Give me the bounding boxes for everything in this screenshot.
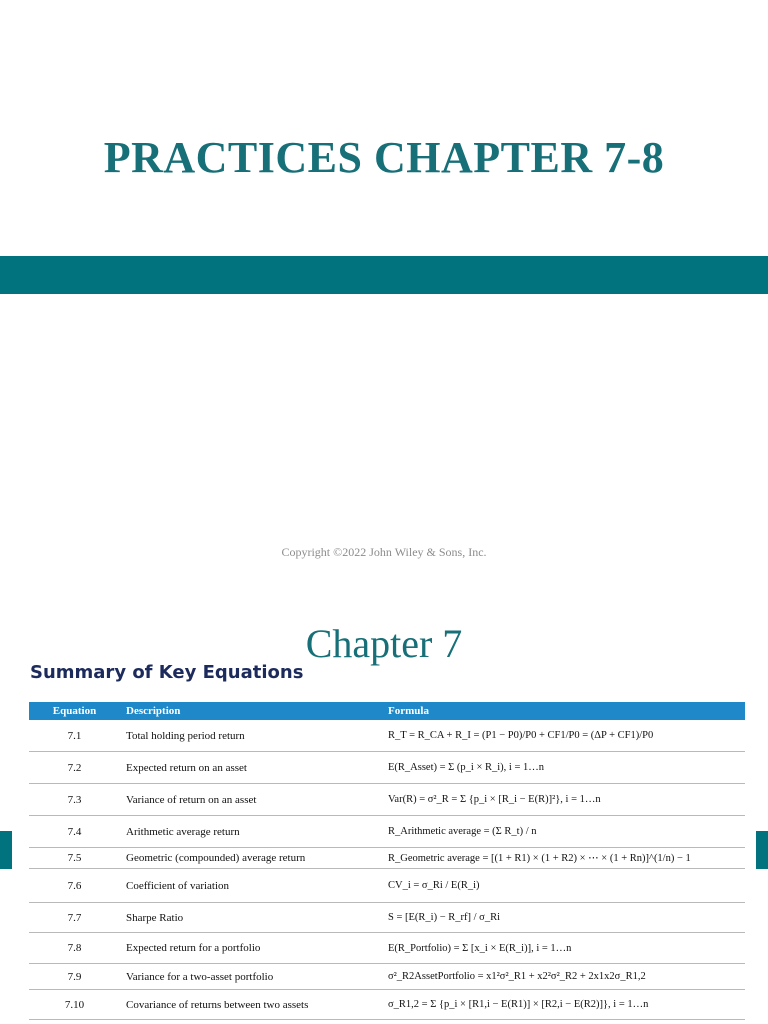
accent-band xyxy=(0,256,768,294)
equation-formula: E(R_Asset) = Σ (p_i × R_i), i = 1…n xyxy=(382,752,745,784)
equation-formula: S = [E(R_i) − R_rf] / σ_Ri xyxy=(382,903,745,933)
key-equations-table xyxy=(29,702,745,1024)
equation-formula: E(R_Portfolio) = Σ [x_i × E(R_i)], i = 1…n xyxy=(382,933,745,964)
table-row xyxy=(29,752,745,784)
table-row xyxy=(29,933,745,964)
equation-description: Arithmetic average return xyxy=(120,816,382,848)
header-formula: Formula xyxy=(382,702,745,720)
equation-number: 7.8 xyxy=(29,933,120,964)
equation-description: Expected return for a portfolio xyxy=(120,933,382,964)
table-row xyxy=(29,848,745,869)
equation-description: Geometric (compounded) average return xyxy=(120,848,382,869)
table-row xyxy=(29,990,745,1020)
copyright-text: Copyright ©2022 John Wiley & Sons, Inc. xyxy=(281,545,487,559)
equation-description: Covariance of returns between two assets xyxy=(120,990,382,1020)
equation-formula: CV_i = σ_Ri / E(R_i) xyxy=(382,869,745,903)
equation-number: 7.1 xyxy=(29,720,120,752)
equation-description: Expected return on an asset xyxy=(120,752,382,784)
table-row xyxy=(29,903,745,933)
equation-formula: σ²_R2AssetPortfolio = x1²σ²_R1 + x2²σ²_R2 + 2x1x2σ_R1,2 xyxy=(382,964,745,990)
table-row xyxy=(29,869,745,903)
equation-formula: R_Geometric average = [(1 + R1) × (1 + R2) × ⋯ × (1 + Rn)]^(1/n) − 1 xyxy=(382,848,745,869)
header-equation: Equation xyxy=(29,702,120,720)
table-row-partial xyxy=(29,1020,745,1024)
table-row xyxy=(29,784,745,816)
chapter-title: Chapter 7 xyxy=(305,621,463,666)
equation-number: 7.7 xyxy=(29,903,120,933)
chapter-slide xyxy=(0,578,768,1024)
header-description: Description xyxy=(120,702,382,720)
equation-formula: Var(R) = σ²_R = Σ {p_i × [R_i − E(R)]²}, i = 1…n xyxy=(382,784,745,816)
equation-description: Total holding period return xyxy=(120,720,382,752)
equation-number: 7.5 xyxy=(29,848,120,869)
equation-number: 7.4 xyxy=(29,816,120,848)
table-row xyxy=(29,720,745,752)
equation-description: Sharpe Ratio xyxy=(120,903,382,933)
summary-heading: Summary of Key Equations xyxy=(30,662,304,683)
page-title: PRACTICES CHAPTER 7-8 xyxy=(103,133,665,182)
equation-formula: R_T = R_CA + R_I = (P1 − P0)/P0 + CF1/P0 = (ΔP + CF1)/P0 xyxy=(382,720,745,752)
equation-description: Variance for a two-asset portfolio xyxy=(120,964,382,990)
equation-description: Coefficient of variation xyxy=(120,869,382,903)
equation-number: 7.9 xyxy=(29,964,120,990)
equation-formula: R_Arithmetic average = (Σ R_t) / n xyxy=(382,816,745,848)
left-accent-block xyxy=(0,831,12,869)
equation-number: 7.2 xyxy=(29,752,120,784)
equation-formula: σ_R1,2 = Σ {p_i × [R1,i − E(R1)] × [R2,i − E(R2)]}, i = 1…n xyxy=(382,990,745,1020)
equation-number: 7.10 xyxy=(29,990,120,1020)
equation-number: 7.6 xyxy=(29,869,120,903)
table-header-row xyxy=(29,702,745,720)
equation-description: Variance of return on an asset xyxy=(120,784,382,816)
table-row xyxy=(29,964,745,990)
table-row xyxy=(29,816,745,848)
equation-number: 7.3 xyxy=(29,784,120,816)
right-accent-block xyxy=(756,831,768,869)
